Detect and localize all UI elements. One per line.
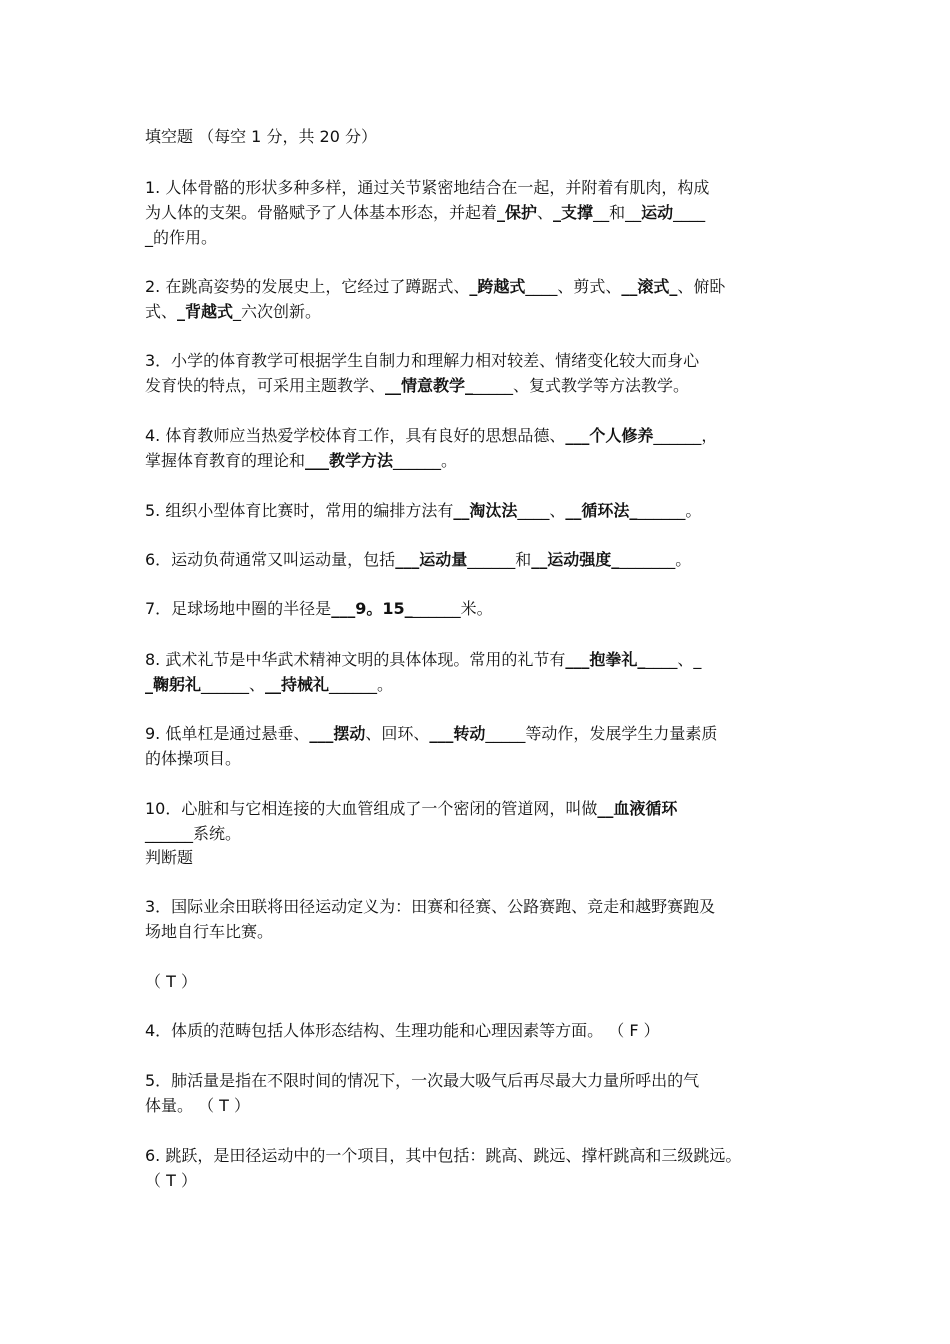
fill-q3-line1: 3．小学的体育教学可根据学生自制力和理解力相对较差、情绪变化较大而身心 <box>145 351 700 370</box>
judge-q5-line2: 体量。 （ T ） <box>145 1096 251 1115</box>
fill-q10-line2: ______系统。 <box>145 824 242 843</box>
fill-q2-line2: 式、_背越式_六次创新。 <box>145 302 322 321</box>
judge-q6-line2: （ T ） <box>145 1171 197 1190</box>
fill-q8-line2: _鞠躬礼______、__持械礼______。 <box>145 675 394 694</box>
answer-q4-1: ___个人修养 <box>565 426 654 445</box>
fill-q9-line2: 的体操项目。 <box>145 749 242 768</box>
fill-q5-line1: 5. 组织小型体育比赛时，常用的编排方法有__淘汰法____、__循环法_______。 <box>145 501 702 520</box>
fill-q4-line2: 掌握体育教育的理论和___教学方法______。 <box>145 451 458 470</box>
judge-q3-line1: 3．国际业余田联将田径运动定义为：田赛和径赛、公路赛跑、竞走和越野赛跑及 <box>145 897 716 916</box>
answer-q2-2: __滚式_ <box>621 277 678 296</box>
judge-q3-line2: 场地自行车比赛。 <box>145 922 274 941</box>
judge-q3-answer: （ T ） <box>145 972 197 991</box>
judge-q4-line1: 4．体质的范畴包括人体形态结构、生理功能和心理因素等方面。 （ F ） <box>145 1021 660 1040</box>
answer-q2-1: _跨越式 <box>469 277 526 296</box>
answer-q2-3: _背越式 <box>177 302 234 321</box>
answer-q9-2: ___转动 <box>429 724 486 743</box>
judge-q5-line1: 5．肺活量是指在不限时间的情况下，一次最大吸气后再尽最大力量所呼出的气 <box>145 1071 700 1090</box>
answer-q5-1: __淘汰法 <box>453 501 518 520</box>
fill-q4-line1: 4. 体育教师应当热爱学校体育工作，具有良好的思想品德、___个人修养______， <box>145 426 718 445</box>
answer-q8-3: __持械礼 <box>265 675 330 694</box>
answer-q5-2: __循环法_ <box>565 501 638 520</box>
answer-q7-1: ___9。15_ <box>331 599 413 618</box>
answer-q9-1: ___摆动 <box>309 724 366 743</box>
fill-section-heading: 填空题 （每空 1 分，共 20 分） <box>145 127 377 146</box>
judge-section-heading: 判断题 <box>145 848 194 867</box>
answer-q6-1: ___运动量 <box>395 550 468 569</box>
answer-q1-2: _支撑 <box>553 203 594 222</box>
fill-q3-line2: 发育快的特点，可采用主题教学、__情意教学______、复式教学等方法教学。 <box>145 376 690 395</box>
fill-q10-line1: 10．心脏和与它相连接的大血管组成了一个密闭的管道网，叫做__血液循环 <box>145 799 678 818</box>
fill-q9-line1: 9. 低单杠是通过悬垂、___摆动、回环、___转动_____等动作，发展学生力量素质 <box>145 724 718 743</box>
fill-q1-line2: 为人体的支架。骨骼赋予了人体基本形态，并起着_保护、_支撑__和__运动____ <box>145 203 706 222</box>
fill-q1-line3: _的作用。 <box>145 228 218 247</box>
answer-q8-2: _鞠躬礼 <box>145 675 202 694</box>
fill-q8-line1: 8. 武术礼节是中华武术精神文明的具体体现。常用的礼节有___抱拳礼_____、_ <box>145 650 702 669</box>
answer-q6-2: __运动强度_ <box>531 550 620 569</box>
answer-q10-1: __血液循环 <box>597 799 678 818</box>
answer-q8-1: ___抱拳礼_ <box>565 650 646 669</box>
fill-q1-line1: 1. 人体骨骼的形状多种多样，通过关节紧密地结合在一起，并附着有肌肉，构成 <box>145 178 710 197</box>
fill-q2-line1: 2. 在跳高姿势的发展史上，它经过了蹲踞式、_跨越式____、剪式、__滚式_、俯卧 <box>145 277 726 296</box>
answer-q1-1: _保护 <box>497 203 538 222</box>
judge-q6-line1: 6. 跳跃，是田径运动中的一个项目，其中包括：跳高、跳远、撑杆跳高和三级跳远。 <box>145 1146 742 1165</box>
fill-q6-line1: 6．运动负荷通常又叫运动量，包括___运动量______和__运动强度________。 <box>145 550 692 569</box>
fill-q7-line1: 7．足球场地中圈的半径是___9。15_______米。 <box>145 599 493 618</box>
answer-q1-3: 运动 <box>641 203 674 222</box>
answer-q4-2: ___教学方法 <box>305 451 394 470</box>
answer-q3-1: __情意教学_ <box>385 376 474 395</box>
